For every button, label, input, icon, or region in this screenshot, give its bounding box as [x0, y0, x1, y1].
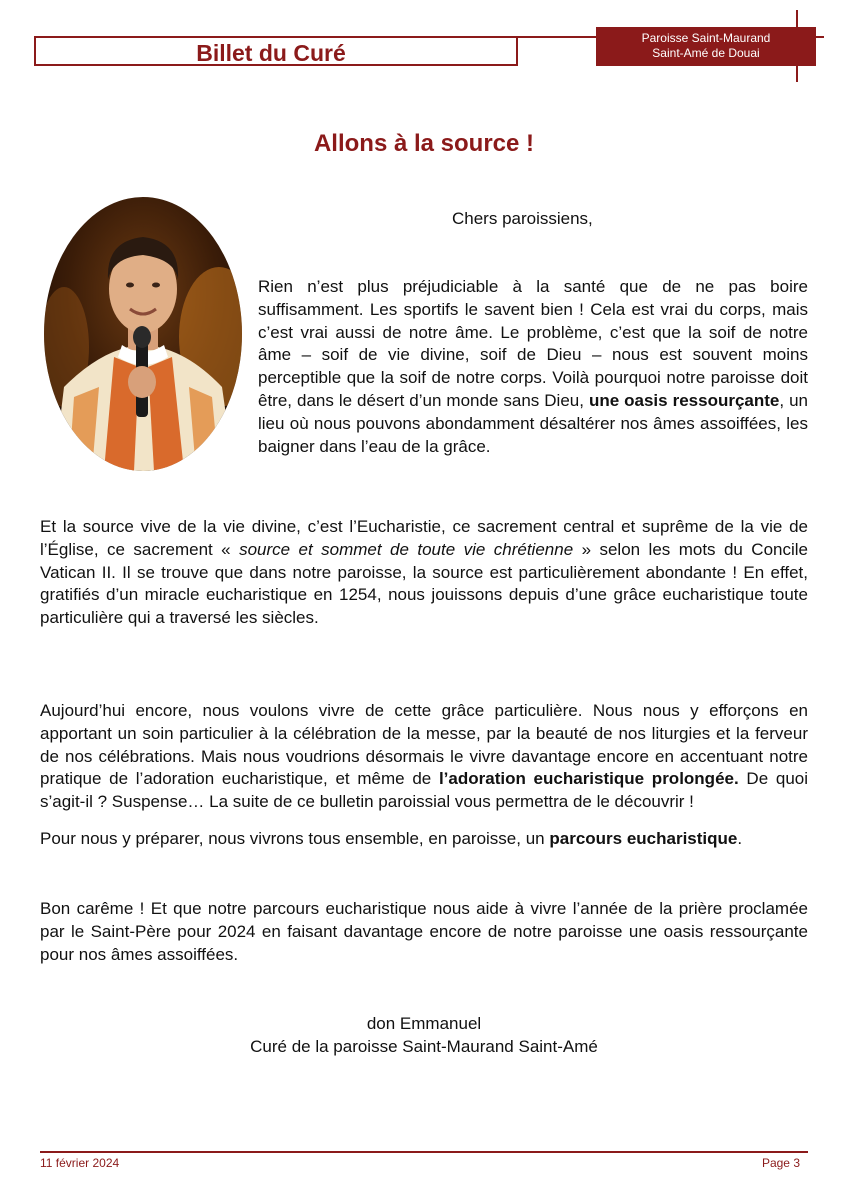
section-title: Billet du Curé: [196, 40, 346, 66]
intro-paragraph: [258, 276, 808, 458]
emphasis: l’adoration eucharistique prolongée.: [438, 769, 739, 789]
parish-subname: Saint-Amé de Douai: [652, 46, 760, 60]
header-box: [34, 36, 518, 66]
text-run: .: [737, 829, 743, 848]
emphasis: parcours eucharistique: [549, 829, 738, 848]
greeting: Chers paroissiens,: [452, 209, 593, 228]
priest-portrait: [44, 197, 242, 471]
text-run: Aujourd’hui encore, nous voulons vivre de cette grâce particulière. Nous nous y efforçons en apportant un soin particulier à la célébration de la messe, par la beauté de nos liturgies et la ferveur de nos célébrations. Mais nous voudrions désormais le vivre davantage encore en accentuant notre pratique de l’adoration eucharistique, et même de: [40, 701, 808, 789]
footer-date: 11 février 2024: [40, 1156, 120, 1170]
cross-icon-bar: [770, 36, 824, 38]
signature: [0, 1013, 848, 1059]
quote: source et sommet de toute vie chrétienne: [239, 539, 574, 559]
parish-name: Paroisse Saint-Maurand: [641, 31, 771, 45]
text-run: Pour nous y préparer, nous vivrons tous ensemble, en paroisse, un: [40, 829, 550, 848]
footer-rule: [40, 1151, 808, 1153]
text-run: De quoi s’agit-il ? Suspense… La suite de ce bulletin paroissial vous permettra de le découvrir !: [40, 769, 809, 812]
page-number: Page 3: [761, 1156, 800, 1170]
signature-name: don Emmanuel: [366, 1014, 482, 1033]
parish-badge: [596, 27, 816, 66]
signature-role: Curé de la paroisse Saint-Maurand Saint-Amé: [250, 1036, 598, 1056]
paragraph-eucharist: [40, 516, 808, 630]
text-run: Rien n’est plus préjudiciable à la santé que de ne pas boire suffisamment. Les sportifs le savent bien ! Cela est vrai du corps, mais c’est vrai aussi de notre âme. Le problème, c’est que la soif de notre âme – soif de vie divine, soif de Dieu – nous est souvent moins perceptible que la soif de notre corps. Voilà pourquoi notre paroisse doit être, dans le désert d’un monde sans Dieu,: [258, 277, 808, 410]
paragraph-careme: Bon carême ! Et que notre parcours eucharistique nous aide à vivre l’année de la prière proclamée par le Saint-Père pour 2024 en faisant davantage encore de notre paroisse une oasis ressourçante pour nos âmes assoiffées.: [40, 899, 808, 964]
emphasis: une oasis ressourçante: [588, 390, 780, 410]
text-run: Et la source vive de la vie divine, c’est l’Eucharistie, ce sacrement central et suprême de la vie de l’Église, ce sacrement «: [40, 517, 808, 559]
article-title: Allons à la source !: [313, 130, 535, 157]
paragraph-parcours: [40, 828, 808, 851]
text-run: , un lieu où nous pouvons abondamment désaltérer nos âmes assoiffées, les baigner dans l’eau de la grâce.: [258, 390, 808, 456]
paragraph-adoration: [40, 700, 808, 814]
text-run: » selon les mots du Concile Vatican II. Il se trouve que dans notre paroisse, la source est particulièrement abondante ! En effet, gratifiés d’un miracle eucharistique en 1254, nous jouissons depuis d’une grâce eucharistique toute particulière qui a traversé les siècles.: [40, 539, 809, 628]
cross-icon: [796, 10, 798, 82]
